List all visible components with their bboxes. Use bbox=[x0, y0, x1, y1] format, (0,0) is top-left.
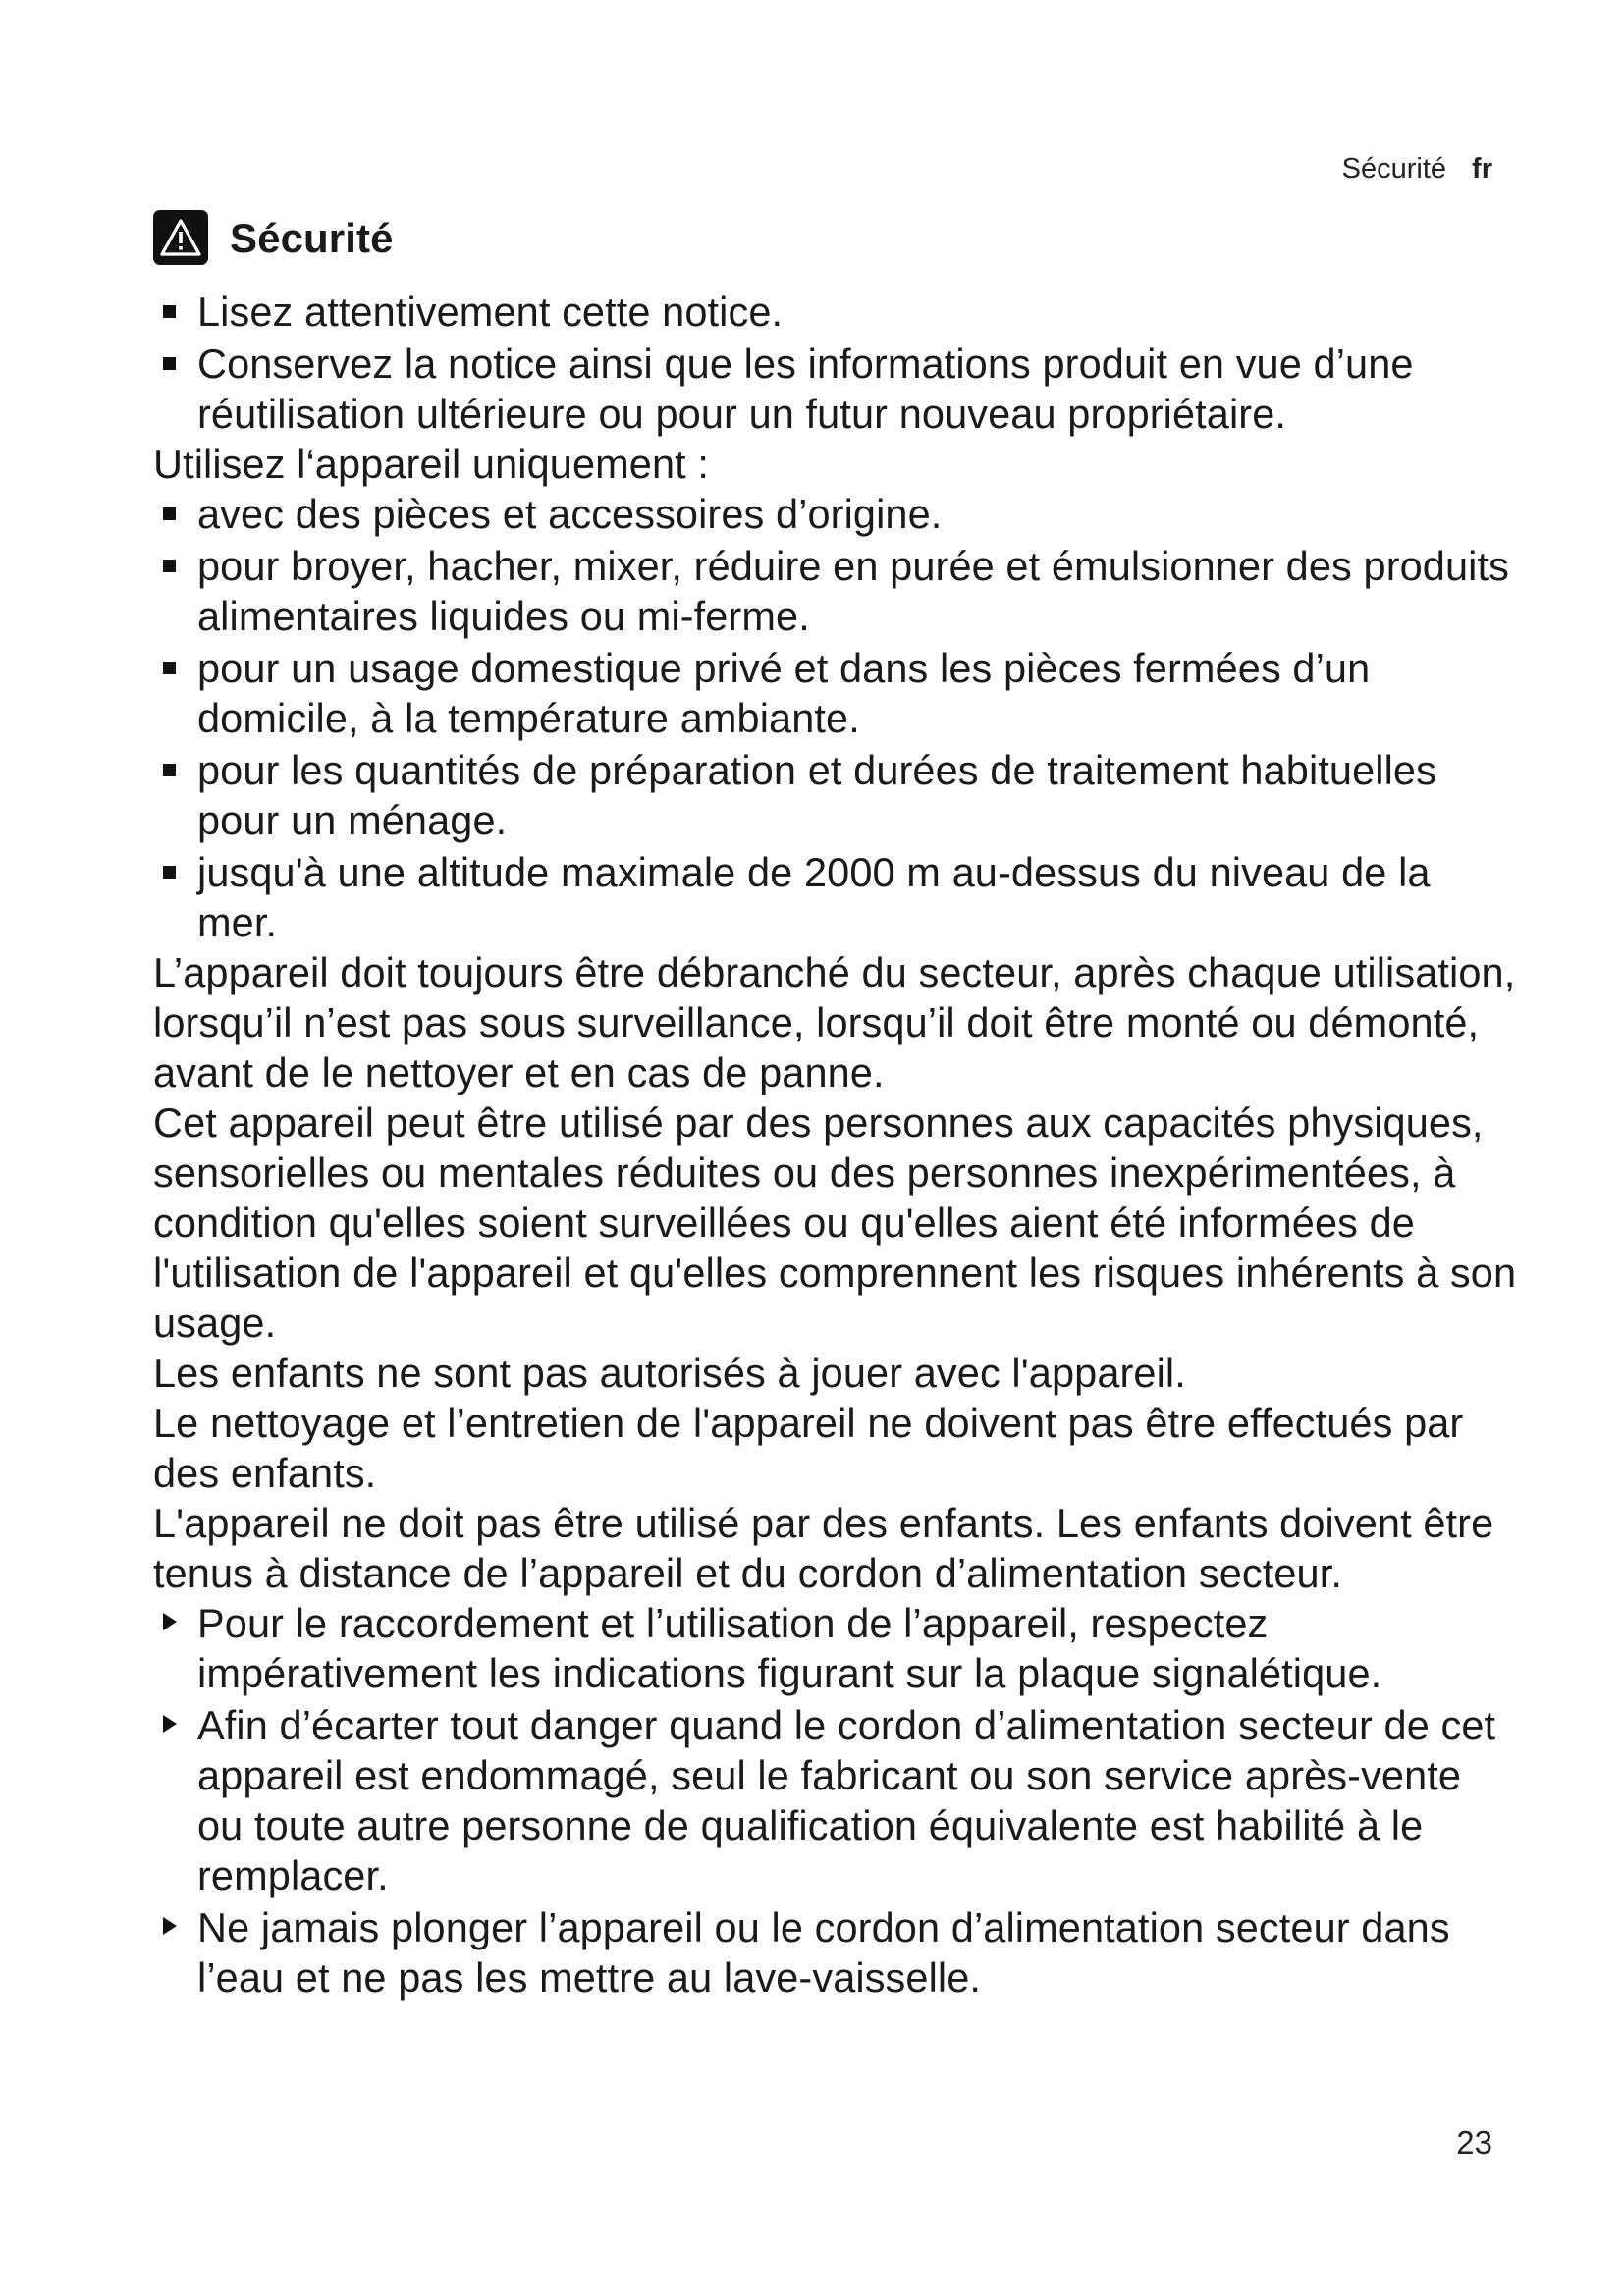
list-item bbox=[153, 847, 1518, 947]
arrow-bullet-icon bbox=[163, 1613, 177, 1630]
page-content bbox=[153, 208, 1518, 2002]
list-item bbox=[153, 287, 1518, 337]
square-bullet-icon bbox=[163, 560, 176, 572]
list-item-text: Afin d’écarter tout danger quand le cordon d’alimentation secteur de cet appareil est endommagé, seul le fabricant ou son service après-vente ou toute autre personne de qualification équivalente est habilité à le remplacer. bbox=[197, 1702, 1496, 1898]
list-item-text: jusqu'à une altitude maximale de 2000 m au-dessus du niveau de la mer. bbox=[197, 849, 1431, 945]
square-bullet-icon bbox=[163, 357, 176, 370]
list-item bbox=[153, 339, 1518, 439]
square-bullet-icon bbox=[163, 305, 176, 318]
arrow-bullet-icon bbox=[163, 1715, 177, 1733]
list-item bbox=[153, 541, 1518, 641]
running-header bbox=[1306, 153, 1492, 186]
square-bullet-icon bbox=[163, 764, 176, 776]
square-bullet-icon bbox=[163, 866, 176, 879]
paragraph-children-use: L'appareil ne doit pas être utilisé par des enfants. Les enfants doivent être tenus à distance de l’appareil et du cordon d’alimentation secteur. bbox=[153, 1500, 1494, 1596]
general-list bbox=[153, 287, 1518, 439]
usage-list bbox=[153, 489, 1518, 947]
arrow-bullet-icon bbox=[163, 1917, 177, 1935]
running-header-lang: fr bbox=[1472, 153, 1492, 185]
paragraph-reduced-capacity: Cet appareil peut être utilisé par des personnes aux capacités physiques, sensorielles ou mentales réduites ou des personnes inexpérimentées, à condition qu'elles soient surveillées ou qu'elles aient été informées de l'utilisation de l'appareil et qu'elles comprennent les risques inhérents à son usage. bbox=[153, 1099, 1517, 1346]
list-item bbox=[153, 489, 1518, 539]
section-title: Sécurité bbox=[230, 214, 394, 261]
list-item-text: pour un usage domestique privé et dans les pièces fermées d’un domicile, à la température ambiante. bbox=[197, 645, 1371, 741]
page-number: 23 bbox=[1456, 2124, 1492, 2161]
section-heading bbox=[153, 208, 1518, 267]
paragraph-cleaning: Le nettoyage et l’entretien de l'appareil ne doivent pas être effectués par des enfants. bbox=[153, 1400, 1464, 1496]
warning-triangle-icon bbox=[153, 210, 208, 265]
paragraph-children-play: Les enfants ne sont pas autorisés à jouer avec l'appareil. bbox=[153, 1350, 1186, 1396]
list-item bbox=[153, 1902, 1518, 2002]
list-item-text: Conservez la notice ainsi que les informations produit en vue d’une réutilisation ultérieure ou pour un futur nouveau propriétaire. bbox=[197, 341, 1414, 437]
running-header-section: Sécurité bbox=[1341, 153, 1447, 185]
list-item-text: avec des pièces et accessoires d’origine. bbox=[197, 491, 943, 537]
instructions-list bbox=[153, 1598, 1518, 2002]
list-item-text: Pour le raccordement et l’utilisation de l’appareil, respectez impérativement les indications figurant sur la plaque signalétique. bbox=[197, 1600, 1382, 1696]
list-item bbox=[153, 643, 1518, 743]
list-item bbox=[153, 1700, 1518, 1900]
list-item-text: pour les quantités de préparation et durées de traitement habituelles pour un ménage. bbox=[197, 747, 1436, 843]
square-bullet-icon bbox=[163, 507, 176, 520]
usage-intro: Utilisez l‘appareil uniquement : bbox=[153, 441, 710, 487]
list-item bbox=[153, 1598, 1518, 1698]
square-bullet-icon bbox=[163, 662, 176, 674]
list-item-text: pour broyer, hacher, mixer, réduire en purée et émulsionner des produits alimentaires liquides ou mi-ferme. bbox=[197, 543, 1509, 639]
paragraph-unplug: L’appareil doit toujours être débranché du secteur, après chaque utilisation, lorsqu’il n’est pas sous surveillance, lorsqu’il doit être monté ou démonté, avant de le nettoyer et en cas de panne. bbox=[153, 949, 1516, 1095]
list-item-text: Ne jamais plonger l’appareil ou le cordon d’alimentation secteur dans l’eau et ne pas les mettre au lave-vaisselle. bbox=[197, 1904, 1450, 2001]
list-item bbox=[153, 745, 1518, 845]
list-item-text: Lisez attentivement cette notice. bbox=[197, 289, 784, 335]
